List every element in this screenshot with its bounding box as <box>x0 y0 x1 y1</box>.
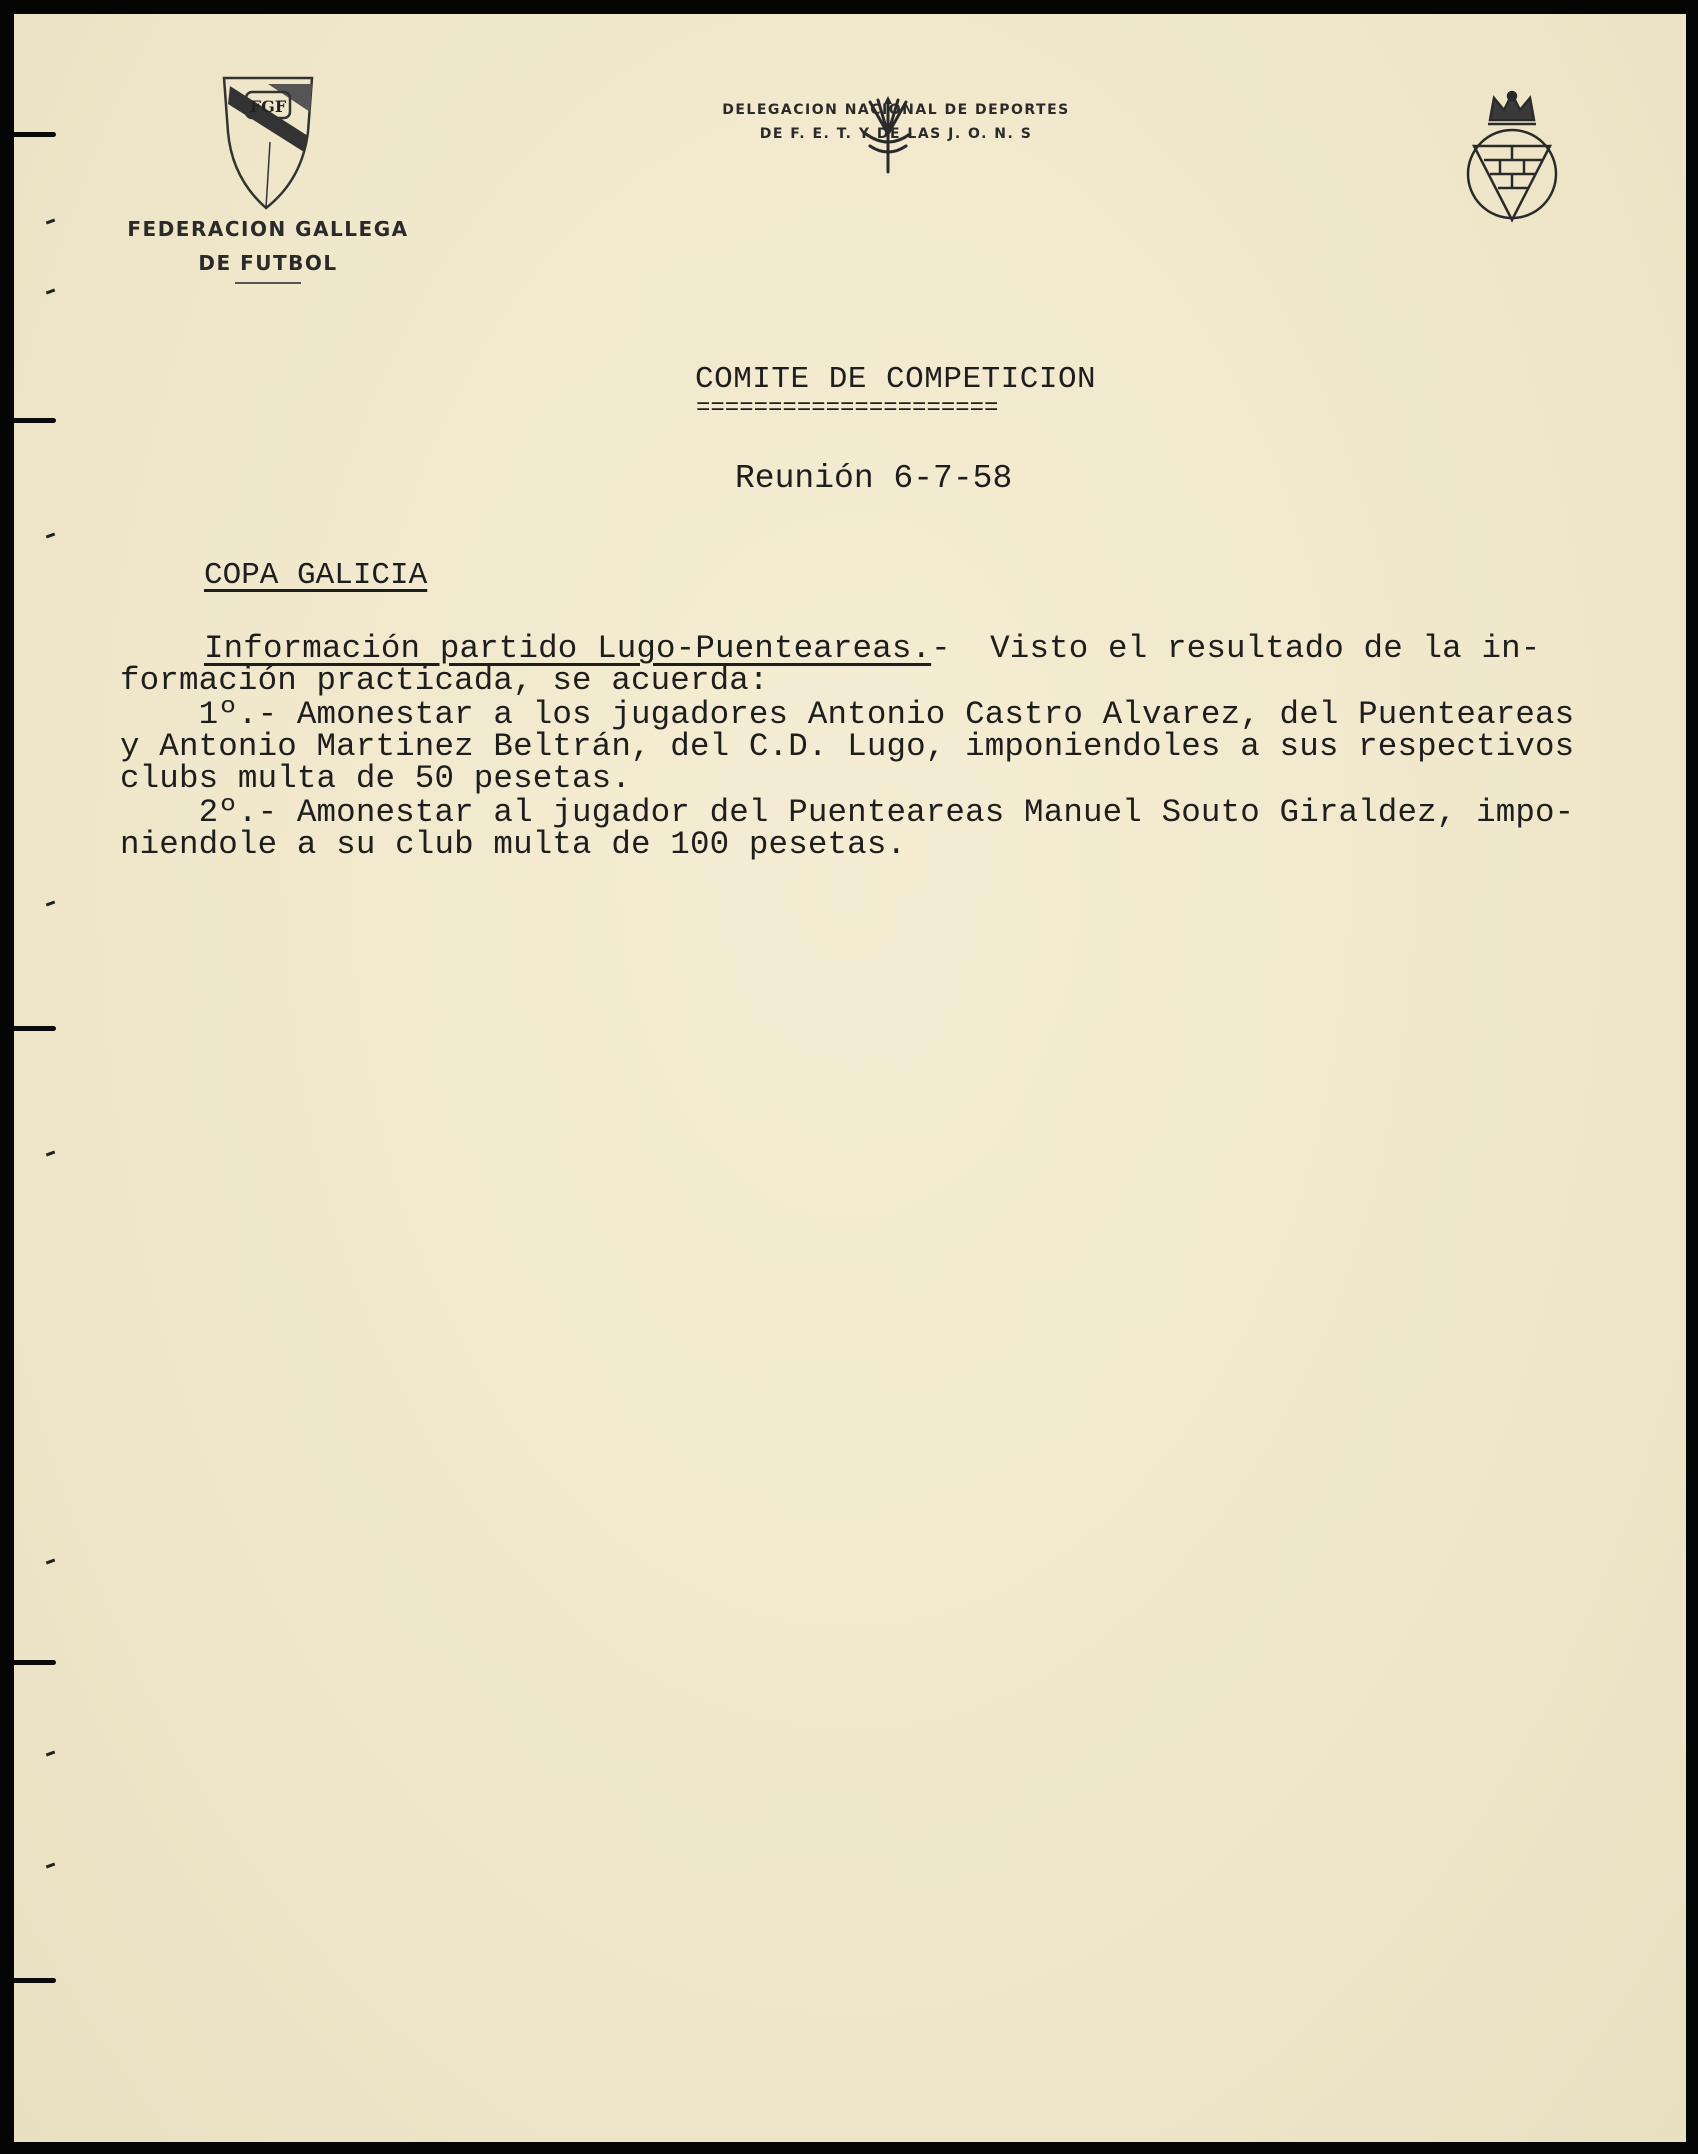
item2-line-1: 2º.- Amonestar al jugador del Puenteareas Manuel Souto Giraldez, impo- <box>120 794 1575 831</box>
item1-line-3: clubs multa de 50 pesetas. <box>120 760 631 797</box>
punch-mark <box>14 418 56 423</box>
org-name-line1: FEDERACION GALLEGA <box>127 217 409 241</box>
edge-mark <box>46 1151 55 1157</box>
org-name-line2: DE FUTBOL <box>198 251 338 275</box>
letterhead-left <box>118 72 418 284</box>
org-name-rule <box>235 282 301 284</box>
punch-mark <box>14 132 56 137</box>
edge-mark <box>46 1751 55 1757</box>
item1-line-1: 1º.- Amonestar a los jugadores Antonio Castro Alvarez, del Puenteareas <box>120 696 1575 733</box>
svg-text:FGF: FGF <box>249 97 287 116</box>
edge-mark <box>46 533 55 539</box>
paragraph-line-2: formación practicada, se acuerda: <box>120 662 769 699</box>
crowned-football-federation-crest-icon <box>1460 88 1564 230</box>
edge-mark <box>46 219 55 225</box>
paragraph-line1-rest: - Visto el resultado de la in- <box>931 630 1541 667</box>
paper-sheet <box>14 14 1686 2142</box>
title-double-rule: ===================== <box>696 395 999 422</box>
letterhead-center <box>696 98 1096 146</box>
punch-mark <box>14 1026 56 1031</box>
federation-shield-crest-icon <box>218 72 318 212</box>
item2-line-2: niendole a su club multa de 100 pesetas. <box>120 826 907 863</box>
section-heading: COPA GALICIA <box>204 558 428 593</box>
edge-mark <box>46 1559 55 1565</box>
edge-mark <box>46 901 55 907</box>
delegation-line2: DE F. E. T. Y DE LAS J. O. N. S <box>759 126 1033 142</box>
meeting-date: Reunión 6-7-58 <box>735 460 1013 497</box>
punch-mark <box>14 1660 56 1665</box>
punch-mark <box>14 1978 56 1983</box>
edge-mark <box>46 1863 55 1869</box>
paragraph-heading: Información partido Lugo-Puenteareas. <box>204 630 932 667</box>
edge-mark <box>46 289 55 295</box>
delegation-line1: DELEGACION NACIONAL DE DEPORTES <box>722 102 1070 118</box>
document-title: COMITE DE COMPETICION <box>695 362 1097 397</box>
item1-line-2: y Antonio Martinez Beltrán, del C.D. Lugo, imponiendoles a sus respectivos <box>120 728 1575 765</box>
